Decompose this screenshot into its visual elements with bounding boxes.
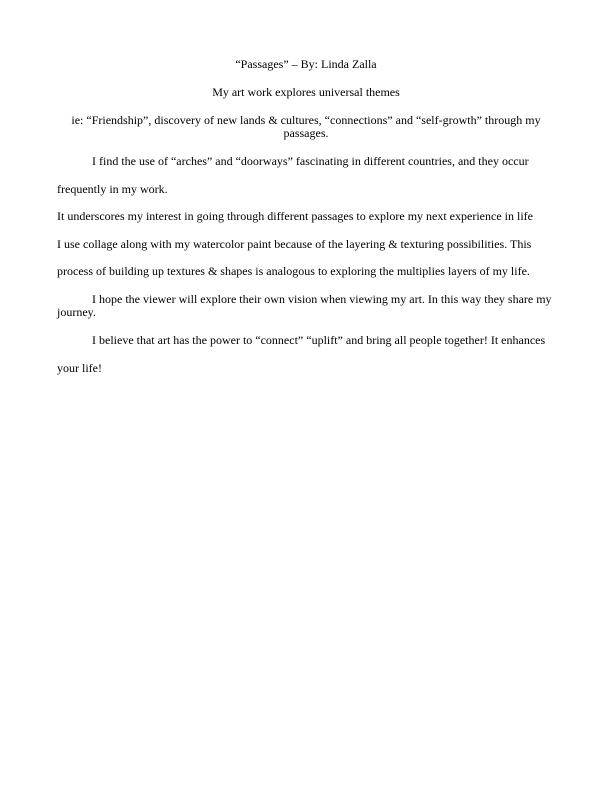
paragraph-5-line-2: your life! <box>57 361 102 375</box>
paragraph-3-line-2: process of building up textures & shapes is analogous to exploring the multiplies layers of my life. <box>57 264 530 278</box>
document-subtitle: My art work explores universal themes <box>212 85 400 99</box>
paragraph-4: I hope the viewer will explore their own vision when viewing my art. In this way they share my journey. <box>57 292 552 319</box>
themes-line: ie: “Friendship”, discovery of new lands & cultures, “connections” and “self-growth” through my passages. <box>71 113 541 140</box>
paragraph-1-line-1: I find the use of “arches” and “doorways” fascinating in different countries, and they occur <box>92 154 529 168</box>
paragraph-3-line-1: I use collage along with my watercolor paint because of the layering & texturing possibilities. This <box>57 237 532 251</box>
document-title: “Passages” – By: Linda Zalla <box>235 57 377 71</box>
paragraph-1-line-2: frequently in my work. <box>57 182 168 196</box>
paragraph-5-line-1: I believe that art has the power to “connect” “uplift” and bring all people together! It enhances <box>92 333 546 347</box>
paragraph-2: It underscores my interest in going through different passages to explore my next experience in life <box>57 209 533 223</box>
